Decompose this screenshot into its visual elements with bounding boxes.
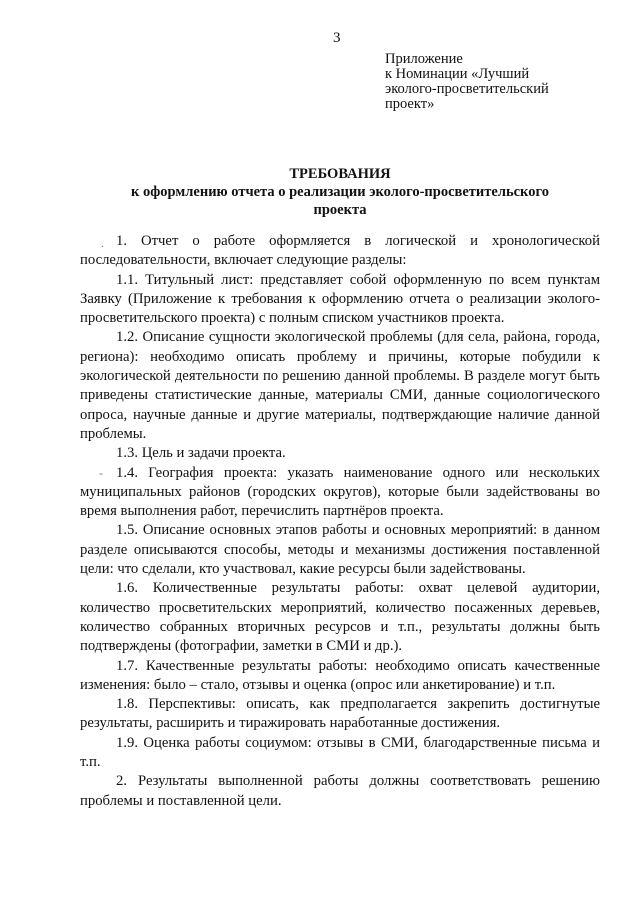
appendix-line: эколого-просветительский [385,81,549,97]
title-line: проекта [313,202,367,218]
page-number: 3 [333,30,341,46]
paragraph: 1.9. Оценка работы социумом: отзывы в СМИ, благодарственные письма и т.п. [80,734,600,771]
scan-mark: . [101,236,104,250]
document-body [80,232,600,811]
paragraph: 1.8. Перспективы: описать, как предполагается закрепить достигнутые результаты, расширить и тиражировать наработанные достижения. [80,696,600,732]
appendix-note [385,52,615,112]
paragraph: 1.5. Описание основных этапов работы и основных мероприятий: в данном разделе описываются способы, методы и механизмы достижения поставленной цели: что сделали, кто участвовал, какие ресурсы были задействованы. [80,522,600,578]
appendix-line: к Номинации «Лучший [385,66,530,82]
paragraph: 2. Результаты выполненной работы должны соответствовать решению проблемы и поставленной цели. [80,773,600,809]
title-line: ТРЕБОВАНИЯ [289,166,391,182]
appendix-line: проект» [385,96,435,112]
document-title [80,165,600,219]
appendix-line: Приложение [385,51,463,67]
paragraph: 1.7. Качественные результаты работы: необходимо описать качественные изменения: было – стало, отзывы и оценка (опрос или анкетирование) и т.п. [80,657,600,693]
scan-mark: - [99,466,103,480]
paragraph: 1.1. Титульный лист: представляет собой оформленную по всем пунктам Заявку (Приложение к требования к оформлению отчета о реализации эколого-просветительского проекта) с полным списком участников проекта. [80,271,600,327]
title-line: к оформлению отчета о реализации эколого-просветительского [131,184,549,200]
paragraph: 1. Отчет о работе оформляется в логической и хронологической последовательности, включает следующие разделы: [80,233,600,269]
paragraph: 1.6. Количественные результаты работы: охват целевой аудитории, количество просветительских мероприятий, количество посаженных деревьев, количество собранных вторичных ресурсов и т.п., результаты должны быть подтверждены (фотографии, заметки в СМИ и др.). [80,580,600,655]
paragraph: 1.4. География проекта: указать наименование одного или нескольких муниципальных районов (городских округов), которые были задействованы во время выполнения работ, перечислить партнёров проекта. [80,464,600,520]
paragraph: 1.3. Цель и задачи проекта. [116,445,286,462]
paragraph: 1.2. Описание сущности экологической проблемы (для села, района, города, региона): необходимо описать проблему и причины, которые побудили к экологической деятельности по решению данной проблемы. В разделе могут быть приведены статистические данные, материалы СМИ, данные социологического опроса, научные данные и другие материалы, подтверждающие наличие данной проблемы. [80,329,600,442]
